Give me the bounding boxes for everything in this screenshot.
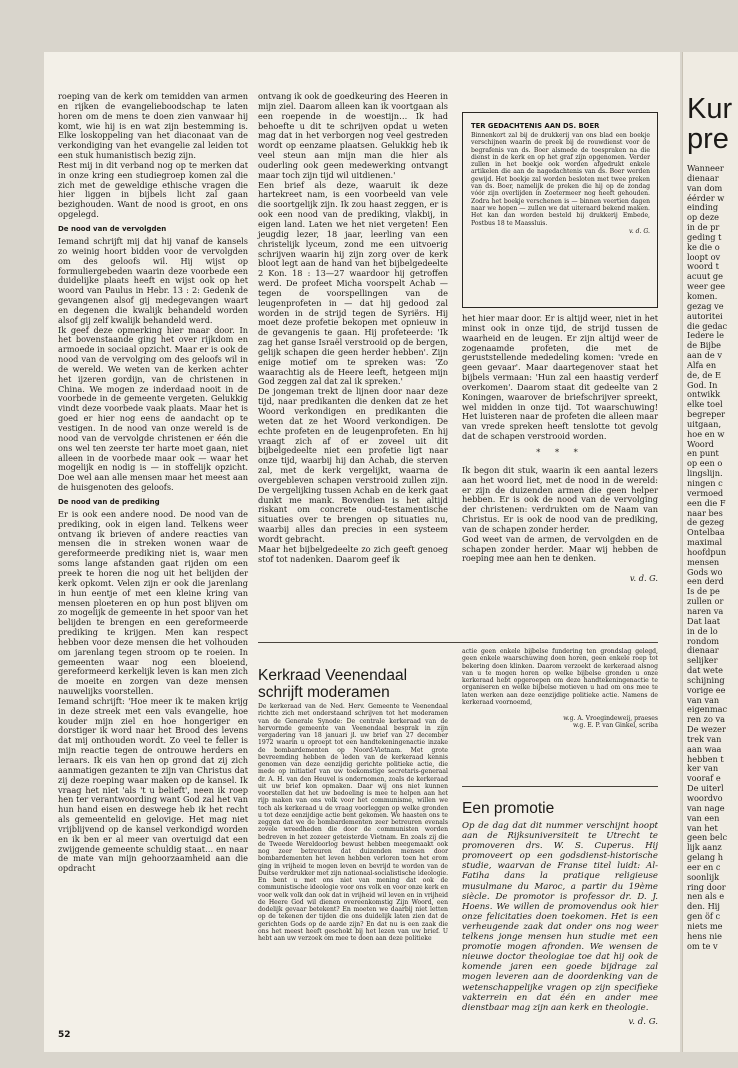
text-fragment: de Bijbe: [687, 341, 721, 351]
text-fragment: zullen or: [687, 597, 724, 607]
text-fragment: van nage: [687, 803, 725, 813]
text-fragment: elke toel: [687, 400, 723, 410]
text-fragment: gezag ve: [687, 301, 724, 311]
text-fragment: van een: [687, 813, 720, 823]
text-fragment: Is de pe: [687, 587, 720, 597]
article-headline-promotie: Een promotie: [462, 800, 555, 817]
paragraph: Ik geef deze opmerking hier maar door. In het bovenstaande ging het over rijkdom en armoede in sociaal opzicht. Maar er is ook de nood van de vervolging om des geloofs wil in de wereld. We weten van de kerken achter het ijzeren gordijn, van de christenen in China. We mogen ze inderdaad nooit in de voorbede in de gemeente vergeten. Gelukkig vindt deze voorbede vaak plaats. Maar het is goed er hier nog eens de aandacht op te vestigen. In de nood van onze wereld is de nood van de vervolgde christenen er één die ons wel ten zeerste ter harte moet gaan, niet alleen in de voorbede maar ook — waar het mogelijk en nodig is — in stoffelijk opzicht. Doe wel aan alle mensen maar het meest aan de huisgenoten des geloofs.: [58, 324, 248, 493]
article-veenendaal: [258, 703, 448, 942]
text-fragment: De uiterl: [687, 784, 724, 794]
next-page-text: [687, 164, 738, 952]
article-text: De kerkeraad van de Ned. Herv. Gemeente te Veenendaal richtte zich met onderstaand schrijven tot het moderamen van de Generale Synode: De centrale kerkeraad van de hervormde gemeente van Veenendaal besprak in zijn vergadering van 18 januari jl. uw brief van 27 december 1972 waarin u oproept tot een handtekeningenactie inzake de bombardementen op Noord-Vietnam. Met grote bevreemding hebben de leden van de kerkeraad kennis genomen van deze eenzijdig gerichte politieke actie, die mede op initiatief van uw toekomstige secretaris-generaal dr. A. H. van den Heuvel is ondernomen, zoals de kerkeraad uit uw brief kon opmaken. Daar wij ons niet kunnen voorstellen dat het uw bedoeling is mee te helpen aan het rijp maken van ons volk voor het communisme, willen we toch als kerkeraad u de vraag voorleggen op welke gronden u tot deze eenzijdige actie bent gekomen. We haasten ons te zeggen dat we de bombardementen zeer betreuren evenals zovele wreedheden die door de communisten worden bedreven in het zozeer geteisterde Vietnam. En zoals zij die de Tweede Wereldoorlog bewust hebben meegemaakt ook nog zeer betreuren dat duizenden mensen door bombardementen het leven hebben verloren toen het erom ging in vrijheid te mogen leven en bevrijd te worden van de Duitse verdrukker met zijn nationaal-socialistische ideologie. En bent u met ons niet van mening dat ook de communistische ideologie voor ons volk en voor onze kerk en voor welk volk dan ook dat in vrijheid wil leven en in vrijheid de Heere God wil dienen overeenkomstig Zijn Woord, een dodelijk gevaar betekent? En moeten we daarbij niet letten op de tekenen der tijden die ons duidelijk laten zien dat de gerichten Gods op de aarde zijn? En dat nu is een zaak die ons het meest heeft geschokt bij het lezen van uw brief. U hebt aan uw verzoek om mee te doen aan deze politieke: [258, 703, 448, 942]
divider: [258, 642, 658, 643]
text-fragment: Ontelbaa: [687, 528, 725, 538]
text-fragment: hebben t: [687, 754, 724, 764]
paragraph: Maar het bijbelgedeelte zo zich geeft genoeg stof tot nadenken. Daarom geef ik: [258, 543, 448, 564]
signer: w.g. E. P. van Ginkel, scriba: [572, 722, 658, 730]
text-fragment: éérder w: [687, 193, 725, 203]
text-fragment: den. Hij: [687, 902, 720, 912]
text-fragment: en punt: [687, 449, 719, 459]
text-fragment: loopt ov: [687, 252, 721, 262]
divider: [462, 786, 658, 787]
paragraph: Een brief als deze, waaruit ik deze hartekreet nam, is een voorbeeld van vele die soortgelijk zijn. Ik zou haast zeggen, er is ook een nood van de prediking, vlakbij, in eigen land. Laten we het niet vergeten! Een jeugdig lezer, 18 jaar, leerling van een christelijk lyceum, zond me een uitvoerig schrijven waarin hij zijn zorg over de kerk bloot legt aan de hand van het bijbelgedeelte 2 Kon. 18 : 13—27 waardoor hij getroffen werd. De profeet Micha voorspelt Achab — tegen de voorspellingen van de leugenprofeten in — dat hij gedood zal worden in de strijd tegen de Syriërs. Hij moet deze profetie bekopen met opnieuw in de gevangenis te gaan. Hij profeteerde: 'Ik zag het ganse Israël verstrooid op de bergen, gelijk schapen die geen herder hebben'. Zijn enige motief om te spreken was: 'Zo waarachtig als de Heere leeft, hetgeen mijn God zeggen zal dat zal ik spreken.': [258, 179, 448, 387]
text-fragment: vorige ee: [687, 685, 726, 695]
text-fragment: geen belc: [687, 833, 728, 843]
box-signature: v. d. G.: [629, 227, 650, 235]
text-fragment: aan de v: [687, 351, 722, 361]
text-fragment: niets me: [687, 921, 723, 931]
text-fragment: die gedac: [687, 321, 728, 331]
text-fragment: autoritei: [687, 311, 723, 321]
text-fragment: woord t: [687, 262, 719, 272]
text-fragment: einding: [687, 203, 719, 213]
text-fragment: woordvo: [687, 794, 723, 803]
signer: w.g. A. Vroegindeweij, praeses: [563, 715, 658, 722]
text-fragment: van van: [687, 695, 720, 705]
text-fragment: op deze: [687, 213, 720, 223]
text-fragment: dienaar: [687, 646, 719, 656]
text-fragment: Iedere le: [687, 331, 724, 341]
article-signature: v. d. G.: [629, 573, 658, 584]
text-fragment: De wezer: [687, 725, 726, 735]
text-fragment: schijning: [687, 675, 725, 685]
text-fragment: dat wete: [687, 666, 724, 676]
paragraph: ontvang ik ook de goedkeuring des Heeren in mijn ziel. Daarom alleen kan ik voortgaan als een roepende in de woestijn… Ik had behoefte u dit te schrijven opdat u weten mag dat in het verborgen nog veel gestreden wordt op eenzame plaatsen. Gelukkig heb ik veel steun aan mijn man die hier als ouderling ook geen medewerking ontvangt maar toch zijn tijd wil uitdienen.': [258, 91, 448, 180]
magazine-page: [44, 52, 680, 1052]
text-fragment: lingslijn.: [687, 469, 723, 479]
text-fragment: selijker: [687, 656, 718, 666]
text-fragment: lijk aanz: [687, 843, 722, 853]
text-fragment: uitgaan,: [687, 419, 722, 429]
text-fragment: eer en c: [687, 862, 721, 872]
text-fragment: nen als e: [687, 892, 725, 902]
text-fragment: Dat laat: [687, 616, 721, 626]
text-fragment: ke die o: [687, 242, 720, 252]
article-text: Op de dag dat dit nummer verschijnt hoopt aan de Rijksuniversiteit te Utrecht te promoveren drs. W. S. Cuperus. Hij promoveert op een godsdienst-historische studie, waarvan de Franse titel luidt: Al-Fatiha dans la pratique religieuse musulmane du Maroc, a partir du 19ème siècle. De promotor is professor dr. D. J. Hoens. We willen de promovendus ook hier onze felicitaties doen toekomen. Het is een verheugende zaak dat onder ons nog weer telkens jonge mensen hun studie met een promotie mogen afronden. We wensen de nieuwe doctor theologiae toe dat hij ook de komende jaren een goede bijdrage zal mogen leveren aan de doordenking van de wetenschappelijke vragen op zijn specifieke vakterrein en dat één en ander mee dienstbaar mag zijn aan kerk en theologie.: [462, 821, 658, 1013]
text-fragment: trek van: [687, 734, 722, 744]
text-fragment: weer gee: [687, 282, 726, 292]
text-fragment: naar bes: [687, 508, 723, 518]
text-fragment: rondom: [687, 636, 720, 646]
signatories: [462, 715, 658, 730]
text-fragment: mensen: [687, 557, 720, 567]
article-signature: v. d. G.: [628, 1016, 658, 1027]
paragraph: Iemand schrijft mij dat hij vanaf de kansels zo weinig hoort bidden voor de vervolgden om des geloofs wil. Hij wijst op formuliergebeden waarin deze voorbede een duidelijke plaats heeft en wijst ook op het woord van Paulus in Hebr. 13 : 2: Gedenk de gevangenen alsof gij medegevangen waart en degenen die kwalijk behandeld worden alsof gij zelf kwalijk behandeld werd.: [58, 235, 248, 325]
memorial-notice-box: [462, 112, 658, 308]
text-fragment: van dom: [687, 183, 723, 193]
text-fragment: ontwikk: [687, 390, 721, 400]
text-fragment: om te v: [687, 941, 718, 951]
column-right: [462, 314, 658, 584]
text-fragment: acuut ge: [687, 272, 723, 282]
column-middle: [258, 92, 448, 565]
text-fragment: hoe en w: [687, 429, 725, 439]
paragraph: roeping van de kerk om temidden van armen en rijken de evangelieboodschap te laten horen om de mens te doen zien vanwaar hij komt, wie hij is en wat zijn bestemming is. Elke loskoppeling van het diaconaat van de verkondiging van het evangelie zal leiden tot een stuk humanistisch bezig zijn.: [58, 91, 248, 161]
section-heading: De nood van de vervolgden: [58, 224, 167, 233]
paragraph: God weet van de armen, de vervolgden en de schapen zonder herder. Maar wij hebben de roeping mee aan hen te denken.: [462, 533, 658, 564]
section-heading: De nood van de prediking: [58, 497, 160, 506]
text-fragment: een die F: [687, 498, 726, 508]
paragraph: Er is ook een andere nood. De nood van de prediking, ook in eigen land. Telkens weer ontvang ik brieven of andere reacties van mensen die in streken wonen waar de gereformeerde prediking niet is, waar men soms lange afstanden gaat rijden om een preek te horen die nog uit het belijden der kerk opkomt. Velen zijn er ook die jarenlang in hun eentje of met een kleine kring van mensen ploeteren en op hun post blijven om zo mogelijk de gemeente in het spoor van het belijden te brengen en een gereformeerde prediking te krijgen. Men kan respect hebben voor deze mensen die het volhouden om jarenlang tegen stroom op te roeien. In gemeenten waar nog een bloeiend, gereformeerd kerkelijk leven is kan men zich de moeite en zorgen van deze mensen nauwelijks voorstellen.: [58, 508, 248, 697]
text-fragment: ring door: [687, 882, 726, 892]
next-page-headline: [687, 94, 732, 154]
text-fragment: hens nie: [687, 931, 722, 941]
article-text: actie geen enkele bijbelse fundering ten grondslag gelegd, geen enkele waarschuwing doen horen, geen enkele roep tot bekering doen klinken. Daarom verzoekt de kerkeraad alsnog van u te mogen horen op welke bijbelse gronden u onze kerkeraad hebt opgeroepen om deze handtekeningenactie te organiseren en welke bijbelse motieven u had om ons mee te laten werken aan deze eenzijdige politieke actie. Namens de kerkeraad voornoemd,: [462, 648, 658, 706]
paragraph: Ik begon dit stuk, waarin ik een aantal lezers aan het woord liet, met de nood in de wereld: er zijn de duizenden armen die geen helper hebben. Er is ook de nood van de vervolging der christenen: verdrukten om de Naam van Christus. Er is ook de nood van de prediking, van de schapen zonder herder.: [462, 464, 658, 534]
text-fragment: geding t: [687, 232, 722, 242]
text-fragment: naren va: [687, 606, 724, 616]
text-fragment: aan waa: [687, 744, 722, 754]
text-fragment: gen öf c: [687, 912, 721, 922]
text-fragment: ren zo va: [687, 715, 725, 725]
paragraph: Iemand schrijft: 'Hoe meer ik te maken krijg in deze streek met een vals evangelie, hoe kouder mijn ziel en hoe hongeriger en dorstiger ik word naar het Brood des levens dat mij onthouden wordt. Zo veel te feller is mijn reactie tegen de ontrouwe herders en leraars. Ik eis van hen op grond dat zij zich aanmatigen gezanten te zijn van Christus dat zij deze roeping waar maken op de kansel. Ik vraag het niet 'als 't u belieft', neen ik roep hen ter verantwoording want God zal het van hun hand eisen en deswege heb ik het recht als gemeentelid en gelovige. Het mag niet vrijblijvend op de kansel verkondigd worden en ik ben er al meer van overtuigd dat een zwijgende gemeente schuldig staat… en naar de mate van mijn gehoorzaamheid aan die opdracht: [58, 695, 248, 874]
text-fragment: in de pr: [687, 223, 720, 233]
text-fragment: Wanneer: [687, 164, 724, 173]
text-fragment: begreper: [687, 410, 726, 420]
paragraph: Rest mij in dit verband nog op te merken dat in onze kring een studiegroep komen zal die zich met de geweldige ethische vragen die hier liggen in bijbels licht zal gaan bezighouden. Want de nood is groot, en ons opgelegd.: [58, 159, 248, 220]
text-fragment: op een o: [687, 459, 723, 469]
section-separator: * * *: [536, 446, 584, 457]
text-fragment: de gezeg: [687, 518, 725, 528]
text-fragment: Woord: [687, 439, 714, 449]
text-fragment: de, de E: [687, 370, 721, 380]
column-left: [58, 92, 248, 874]
text-fragment: een derd: [687, 577, 724, 587]
article-veenendaal-continued: [462, 648, 658, 730]
text-fragment: hoofdpun: [687, 547, 727, 557]
text-fragment: eigenmac: [687, 705, 728, 715]
box-text: Binnenkort zal bij de drukkerij van ons blad een boekje verschijnen waarin de preek bij de rouwdienst voor de begrafenis van ds. Boer alsmede de toespraken na die dienst in de kerk en op het graf zijn opgenomen. Verder zullen in het boekje ook worden afgedrukt enkele artikelen die aan de nagedachtenis van ds. Boer werden gewijd. Het boekje zal worden besloten met twee preken van ds. Boer, namelijk de preken die hij op de zondag vóór zijn overlijden in Zoetermeer nog heeft gehouden. Zodra het boekje verschenen is — binnen veertien dagen naar we hopen — zullen we dat uiteraard bekend maken. Het kan dan worden besteld bij drukkerij Embede, Postbus 18 te Maassluis.: [471, 132, 650, 227]
box-title: TER GEDACHTENIS AAN DS. BOER: [471, 122, 600, 130]
text-fragment: gelang h: [687, 853, 723, 863]
text-fragment: God. In: [687, 380, 718, 390]
text-fragment: komen.: [687, 291, 718, 301]
text-fragment: Alfa en: [687, 360, 717, 370]
text-fragment: in de lo: [687, 626, 718, 636]
text-fragment: vooraf e: [687, 774, 721, 784]
next-page-edge: [682, 52, 738, 1052]
text-fragment: soonlijk: [687, 872, 720, 882]
text-fragment: dienaar: [687, 173, 719, 183]
page-number: 52: [58, 1030, 71, 1040]
text-fragment: Gods wo: [687, 567, 723, 577]
text-fragment: ningen c: [687, 479, 723, 488]
headline-fragment: pre: [687, 123, 729, 155]
headline-fragment: Kur: [687, 93, 733, 125]
text-fragment: van het: [687, 823, 718, 833]
article-promotie: [462, 821, 658, 1027]
paragraph: De jongeman trekt de lijnen door naar deze tijd, naar predikanten die denken dat ze het Woord verkondigen en predikanten die weten dat ze het Woord verkondigen. De echte profeten en de leugenprofeten. En hij vraagt zich af of er zoveel uit dit bijbelgedeelte niet een profetie ligt naar onze tijd, waarbij hij dan Achab, die sterven zal, met de kerk vergelijkt, waarna de overgebleven schapen verstrooid zullen zijn. De vergelijking tussen Achab en de kerk gaat dunkt me mank. Bovendien is het altijd riskant om concrete oud-testamentische situaties over te brengen op situaties nu, waarbij alles dan precies in een systeem wordt gebracht.: [258, 386, 448, 544]
paragraph: het hier maar door. Er is altijd weer, niet in het minst ook in onze tijd, de strijd tussen de waarheid en de leugen. Er zijn altijd weer de zogenaamde profeten, die met de geruststellende mededeling komen: 'vrede en geen gevaar'. Maar daartegenover staat het bijbels vermaan: 'Hun zal een haastig verderf overkomen'. Daarom staat dit gedeelte van 2 Koningen, waarover de briefschrijver spreekt, wel midden in onze tijd. Tot waarschuwing! Het luisteren naar de profeten die alleen maar van vrede spreken heeft tenslotte tot gevolg dat de schapen verstrooid worden.: [462, 313, 658, 442]
article-headline-veenendaal: Kerkraad Veenendaal schrijft moderamen: [258, 667, 408, 701]
text-fragment: ker van: [687, 764, 719, 774]
text-fragment: maximal: [687, 538, 723, 548]
text-fragment: vermoed: [687, 488, 724, 498]
